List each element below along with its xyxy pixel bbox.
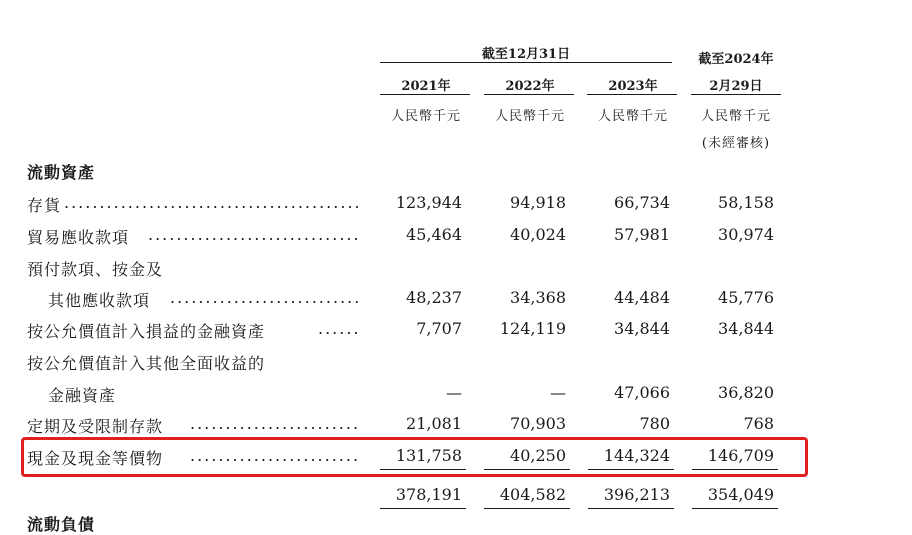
- row-label-prepayments-line2: 其他應收款項: [48, 291, 151, 310]
- value-2023: 66,734: [614, 193, 670, 212]
- value-interim: 45,776: [718, 288, 774, 307]
- interim-rule: [691, 94, 781, 95]
- value-interim: 58,158: [718, 193, 774, 212]
- year-2021-rule: [380, 94, 470, 95]
- year-2023-header: 2023年: [608, 79, 658, 94]
- row-label-deposits: 定期及受限制存款: [27, 417, 164, 436]
- value-2023: 780: [639, 414, 670, 433]
- value-2021: 7,707: [416, 319, 462, 338]
- total-2023: 396,213: [603, 485, 670, 504]
- unit-2023: 人民幣千元: [597, 109, 668, 124]
- total-2021: 378,191: [395, 485, 462, 504]
- value-2022: 124,119: [499, 319, 566, 338]
- value-interim: 34,844: [718, 319, 774, 338]
- value-2023: 44,484: [614, 288, 670, 307]
- value-2021: —: [446, 383, 462, 402]
- row-label-trade-receivables: 貿易應收款項: [27, 228, 130, 247]
- row-label-fvtpl: 按公允價值計入損益的金融資產: [27, 322, 266, 341]
- unit-2021: 人民幣千元: [390, 109, 461, 124]
- unaudited-label: (未經審核): [701, 136, 771, 151]
- period-header-rule: [380, 62, 672, 63]
- value-2023: 47,066: [614, 383, 670, 402]
- value-2022: 34,368: [510, 288, 566, 307]
- value-2022: 40,024: [510, 225, 566, 244]
- value-2022: 94,918: [510, 193, 566, 212]
- value-2021: 123,944: [395, 193, 462, 212]
- leader-dots: ........................: [190, 414, 361, 433]
- value-2021: 45,464: [406, 225, 462, 244]
- total-rule-interim: [692, 508, 778, 509]
- total-2022: 404,582: [499, 485, 566, 504]
- value-2021: 48,237: [406, 288, 462, 307]
- unit-interim: 人民幣千元: [700, 109, 771, 124]
- year-2023-rule: [587, 94, 677, 95]
- leader-dots: ..........................................: [64, 193, 362, 212]
- leader-dots: ..............................: [148, 225, 361, 244]
- row-label-inventory: 存貨: [27, 196, 62, 215]
- total-interim: 354,049: [707, 485, 774, 504]
- row-label-cash: 現金及現金等價物: [27, 449, 164, 468]
- section-title: 流動資產: [27, 163, 96, 182]
- value-2022: 70,903: [510, 414, 566, 433]
- unit-2022: 人民幣千元: [494, 109, 565, 124]
- year-2022-rule: [484, 94, 574, 95]
- year-2021-header: 2021年: [401, 79, 451, 94]
- total-rule-2023: [588, 508, 674, 509]
- interim-header-line1: 截至2024年: [698, 52, 774, 67]
- row-label-fvoci-line1: 按公允價值計入其他全面收益的: [27, 354, 266, 373]
- leader-dots: ........................: [190, 446, 361, 465]
- value-2022: 40,250: [510, 446, 566, 465]
- value-interim: 30,974: [718, 225, 774, 244]
- next-section-title: 流動負債: [27, 515, 96, 534]
- value-interim: 768: [743, 414, 774, 433]
- value-2021: 131,758: [395, 446, 462, 465]
- value-2023: 144,324: [603, 446, 670, 465]
- interim-header-line2: 2月29日: [709, 79, 763, 94]
- value-2022: —: [550, 383, 566, 402]
- highlight-box: [21, 437, 808, 477]
- leader-dots: ...........................: [170, 288, 362, 307]
- value-interim: 146,709: [707, 446, 774, 465]
- total-rule-2022: [484, 508, 570, 509]
- year-2022-header: 2022年: [505, 79, 555, 94]
- leader-dots: ......: [318, 319, 361, 338]
- value-2023: 34,844: [614, 319, 670, 338]
- value-interim: 36,820: [718, 383, 774, 402]
- total-rule-2021: [380, 508, 466, 509]
- row-label-prepayments-line1: 預付款項、按金及: [27, 260, 164, 279]
- period-header: 截至12月31日: [481, 47, 571, 62]
- value-2021: 21,081: [406, 414, 462, 433]
- value-2023: 57,981: [614, 225, 670, 244]
- row-label-fvoci-line2: 金融資產: [48, 386, 117, 405]
